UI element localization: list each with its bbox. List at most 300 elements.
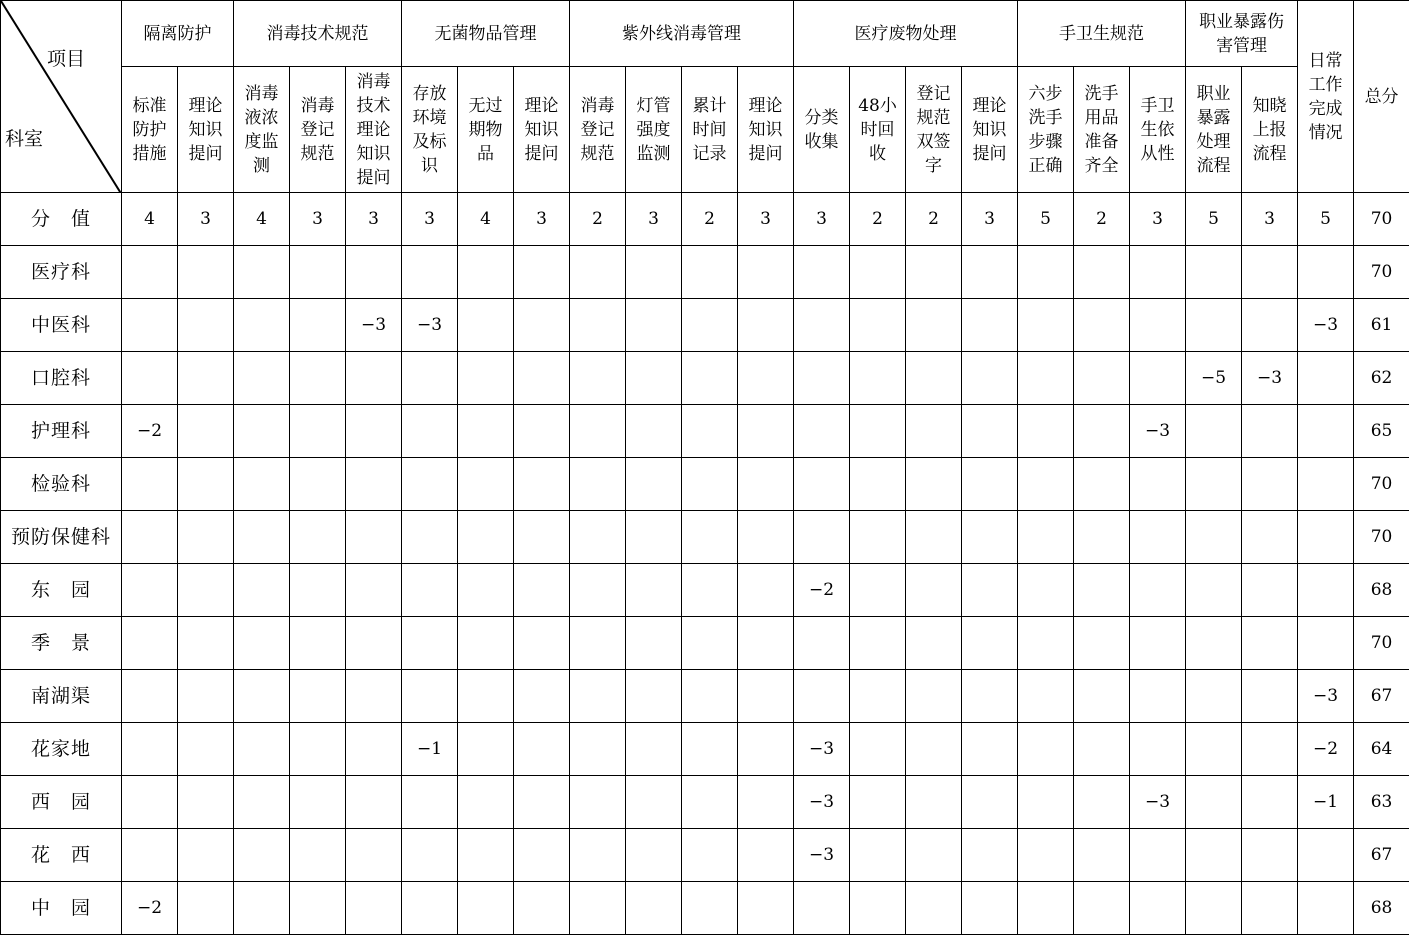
score-cell — [178, 511, 234, 564]
score-cell — [178, 670, 234, 723]
score-cell — [1298, 458, 1354, 511]
sub-header-label: 标准防护措施 — [132, 95, 167, 164]
score-cell: −3 — [1298, 670, 1354, 723]
score-cell — [122, 246, 178, 299]
score-cell — [402, 882, 458, 935]
total-cell: 62 — [1354, 352, 1409, 405]
score-cell — [1130, 458, 1186, 511]
score-cell — [290, 776, 346, 829]
sub-header-label: 48小时回收 — [858, 95, 897, 164]
score-cell — [906, 299, 962, 352]
table-row — [1, 458, 1409, 511]
score-cell — [1186, 776, 1242, 829]
score-cell — [1130, 564, 1186, 617]
score-cell — [626, 511, 682, 564]
score-cell: −3 — [794, 829, 850, 882]
score-cell — [1074, 882, 1130, 935]
score-cell — [1018, 511, 1074, 564]
score-cell — [962, 564, 1018, 617]
score-cell — [906, 723, 962, 776]
sub-header-cell — [290, 67, 346, 193]
score-cell — [906, 564, 962, 617]
sub-header-cell — [1130, 67, 1186, 193]
score-cell — [850, 829, 906, 882]
score-cell — [458, 723, 514, 776]
total-cell: 68 — [1354, 564, 1409, 617]
score-value-row — [1, 193, 1409, 246]
score-cell — [346, 511, 402, 564]
sub-header-cell — [1242, 67, 1298, 193]
score-cell: 4 — [458, 193, 514, 246]
score-cell: −3 — [1242, 352, 1298, 405]
score-cell: 3 — [794, 193, 850, 246]
sub-header-label: 理论知识提问 — [972, 95, 1007, 164]
sub-header-cell — [514, 67, 570, 193]
sub-header-label: 洗手用品准备齐全 — [1084, 83, 1119, 176]
score-cell: 3 — [290, 193, 346, 246]
score-cell — [402, 246, 458, 299]
sub-header-cell — [850, 67, 906, 193]
score-cell — [962, 458, 1018, 511]
group-header-occupational-exposure: 职业暴露伤害管理 — [1186, 1, 1298, 67]
score-cell — [626, 299, 682, 352]
score-cell — [346, 882, 402, 935]
score-cell — [234, 352, 290, 405]
score-cell — [234, 405, 290, 458]
score-cell — [122, 670, 178, 723]
group-header-sterile-items: 无菌物品管理 — [402, 1, 570, 67]
score-cell — [738, 564, 794, 617]
score-cell — [290, 829, 346, 882]
score-cell — [850, 352, 906, 405]
score-cell — [178, 776, 234, 829]
score-cell — [1018, 776, 1074, 829]
score-cell — [794, 882, 850, 935]
sub-header-cell — [682, 67, 738, 193]
score-cell: −2 — [122, 882, 178, 935]
score-cell: 3 — [1242, 193, 1298, 246]
score-cell — [570, 882, 626, 935]
sub-header-cell — [402, 67, 458, 193]
score-cell — [1298, 405, 1354, 458]
sub-header-row — [1, 67, 1409, 193]
score-cell — [1298, 511, 1354, 564]
score-cell — [794, 299, 850, 352]
score-cell — [850, 458, 906, 511]
score-cell — [1186, 564, 1242, 617]
score-cell — [626, 564, 682, 617]
score-cell — [906, 882, 962, 935]
score-cell — [738, 246, 794, 299]
score-cell — [178, 299, 234, 352]
score-cell — [402, 617, 458, 670]
score-cell — [570, 352, 626, 405]
total-cell: 70 — [1354, 193, 1409, 246]
dept-label: 西 园 — [1, 776, 122, 829]
score-cell — [234, 617, 290, 670]
score-cell — [962, 511, 1018, 564]
score-cell: 3 — [1130, 193, 1186, 246]
score-cell: −2 — [122, 405, 178, 458]
score-cell — [962, 829, 1018, 882]
score-cell — [1242, 882, 1298, 935]
score-cell — [346, 776, 402, 829]
score-cell — [178, 352, 234, 405]
daily-work-header: 日常工作完成情况 — [1298, 1, 1354, 193]
score-cell — [1186, 299, 1242, 352]
score-cell — [962, 723, 1018, 776]
score-cell — [682, 829, 738, 882]
total-cell: 70 — [1354, 246, 1409, 299]
score-cell — [1130, 352, 1186, 405]
score-cell — [178, 882, 234, 935]
score-cell — [794, 617, 850, 670]
score-cell — [234, 670, 290, 723]
total-cell: 70 — [1354, 458, 1409, 511]
score-cell — [1018, 405, 1074, 458]
score-cell — [1242, 670, 1298, 723]
score-cell — [1018, 617, 1074, 670]
corner-label-item: 项目 — [47, 48, 86, 70]
score-cell — [122, 299, 178, 352]
score-cell — [850, 882, 906, 935]
score-cell — [1298, 829, 1354, 882]
score-cell: 3 — [346, 193, 402, 246]
score-cell — [402, 670, 458, 723]
score-cell — [1242, 776, 1298, 829]
dept-label: 分 值 — [1, 193, 122, 246]
score-cell — [458, 776, 514, 829]
score-cell — [514, 299, 570, 352]
score-cell — [290, 670, 346, 723]
score-cell — [626, 829, 682, 882]
score-cell — [178, 564, 234, 617]
score-cell — [626, 723, 682, 776]
score-cell — [234, 882, 290, 935]
score-cell — [1074, 405, 1130, 458]
score-cell: −1 — [402, 723, 458, 776]
score-cell — [906, 405, 962, 458]
score-cell — [178, 617, 234, 670]
score-cell — [1242, 246, 1298, 299]
score-cell — [1018, 564, 1074, 617]
table-row — [1, 882, 1409, 935]
score-cell — [514, 670, 570, 723]
sub-header-label: 职业暴露处理流程 — [1196, 83, 1231, 176]
sub-header-cell — [234, 67, 290, 193]
score-cell — [906, 617, 962, 670]
score-cell — [402, 352, 458, 405]
score-cell — [738, 617, 794, 670]
score-cell — [234, 299, 290, 352]
score-cell — [850, 617, 906, 670]
score-cell — [1130, 511, 1186, 564]
score-cell — [1018, 458, 1074, 511]
total-header: 总分 — [1354, 1, 1409, 193]
score-cell — [458, 352, 514, 405]
dept-label: 医疗科 — [1, 246, 122, 299]
group-header-hand-hygiene: 手卫生规范 — [1018, 1, 1186, 67]
score-cell — [290, 564, 346, 617]
dept-label: 季 景 — [1, 617, 122, 670]
score-cell — [570, 723, 626, 776]
score-cell — [570, 458, 626, 511]
score-cell — [1186, 511, 1242, 564]
score-cell — [850, 246, 906, 299]
score-cell — [346, 829, 402, 882]
score-cell: 5 — [1186, 193, 1242, 246]
score-cell — [346, 723, 402, 776]
score-cell: −3 — [346, 299, 402, 352]
score-cell — [1130, 723, 1186, 776]
score-cell — [458, 246, 514, 299]
sub-header-label: 六步洗手步骤正确 — [1028, 83, 1063, 176]
score-cell: 4 — [122, 193, 178, 246]
score-cell — [962, 670, 1018, 723]
score-cell — [906, 352, 962, 405]
score-cell — [514, 882, 570, 935]
sub-header-label: 知晓上报流程 — [1252, 95, 1287, 164]
score-cell — [178, 458, 234, 511]
score-cell: 2 — [570, 193, 626, 246]
sub-header-cell — [738, 67, 794, 193]
total-cell: 67 — [1354, 670, 1409, 723]
dept-label: 花 西 — [1, 829, 122, 882]
score-cell — [850, 564, 906, 617]
sub-header-label: 消毒登记规范 — [580, 95, 615, 164]
score-cell — [514, 246, 570, 299]
score-cell: −5 — [1186, 352, 1242, 405]
score-cell — [1018, 829, 1074, 882]
score-cell — [178, 829, 234, 882]
sub-header-cell — [626, 67, 682, 193]
score-cell — [514, 458, 570, 511]
score-cell — [738, 723, 794, 776]
score-cell — [234, 829, 290, 882]
score-cell: −3 — [794, 776, 850, 829]
score-cell — [962, 405, 1018, 458]
score-cell — [682, 352, 738, 405]
score-cell — [850, 723, 906, 776]
score-cell — [458, 829, 514, 882]
score-cell: 2 — [682, 193, 738, 246]
score-cell — [626, 405, 682, 458]
sub-header-label: 消毒登记规范 — [300, 95, 335, 164]
score-cell — [1018, 352, 1074, 405]
score-cell — [1018, 882, 1074, 935]
score-cell — [1186, 670, 1242, 723]
score-cell — [514, 564, 570, 617]
score-cell — [1242, 564, 1298, 617]
score-cell — [290, 246, 346, 299]
dept-label: 东 园 — [1, 564, 122, 617]
sub-header-label: 理论知识提问 — [524, 95, 559, 164]
score-cell — [1186, 405, 1242, 458]
sub-header-label: 理论知识提问 — [748, 95, 783, 164]
score-cell — [514, 617, 570, 670]
score-cell — [290, 511, 346, 564]
score-cell — [514, 829, 570, 882]
score-cell — [570, 405, 626, 458]
score-cell — [570, 776, 626, 829]
score-cell: 3 — [962, 193, 1018, 246]
score-cell — [570, 511, 626, 564]
dept-label: 中 园 — [1, 882, 122, 935]
table-row — [1, 776, 1409, 829]
score-cell — [290, 882, 346, 935]
score-cell — [346, 458, 402, 511]
sub-header-label: 理论知识提问 — [188, 95, 223, 164]
score-cell — [1074, 458, 1130, 511]
score-cell — [1186, 246, 1242, 299]
score-cell — [626, 617, 682, 670]
score-cell — [234, 723, 290, 776]
score-cell — [1130, 246, 1186, 299]
score-cell — [682, 511, 738, 564]
score-cell — [626, 670, 682, 723]
score-cell — [1074, 352, 1130, 405]
score-cell — [346, 564, 402, 617]
score-cell — [1242, 458, 1298, 511]
score-cell — [850, 405, 906, 458]
score-cell — [1074, 617, 1130, 670]
score-cell — [626, 882, 682, 935]
score-cell — [906, 776, 962, 829]
score-cell — [850, 511, 906, 564]
score-cell — [794, 670, 850, 723]
score-cell — [290, 299, 346, 352]
score-cell — [962, 882, 1018, 935]
score-cell: −2 — [1298, 723, 1354, 776]
score-cell: −3 — [794, 723, 850, 776]
score-cell: 3 — [626, 193, 682, 246]
score-cell: 2 — [1074, 193, 1130, 246]
score-cell — [738, 882, 794, 935]
score-cell — [1074, 670, 1130, 723]
table-row — [1, 670, 1409, 723]
total-cell: 63 — [1354, 776, 1409, 829]
score-cell — [962, 299, 1018, 352]
sub-header-cell — [906, 67, 962, 193]
score-cell — [122, 564, 178, 617]
sub-header-cell — [122, 67, 178, 193]
table-row — [1, 511, 1409, 564]
score-cell — [1186, 723, 1242, 776]
score-cell — [458, 617, 514, 670]
score-cell — [1074, 511, 1130, 564]
score-cell — [514, 352, 570, 405]
score-cell — [962, 776, 1018, 829]
score-cell: −1 — [1298, 776, 1354, 829]
score-cell — [290, 405, 346, 458]
score-cell — [178, 246, 234, 299]
score-cell — [682, 246, 738, 299]
score-cell — [906, 829, 962, 882]
score-cell — [682, 458, 738, 511]
dept-label: 花家地 — [1, 723, 122, 776]
score-cell — [458, 458, 514, 511]
score-cell — [1242, 405, 1298, 458]
score-cell — [794, 458, 850, 511]
score-cell — [682, 776, 738, 829]
score-cell — [1130, 829, 1186, 882]
score-cell — [682, 670, 738, 723]
score-cell — [1130, 299, 1186, 352]
score-cell — [962, 246, 1018, 299]
score-cell — [794, 405, 850, 458]
score-cell — [682, 617, 738, 670]
score-cell: −3 — [402, 299, 458, 352]
score-cell — [738, 458, 794, 511]
score-cell — [290, 617, 346, 670]
score-cell: 3 — [514, 193, 570, 246]
score-cell — [1186, 617, 1242, 670]
score-cell — [402, 405, 458, 458]
score-cell — [122, 617, 178, 670]
score-cell — [458, 670, 514, 723]
score-cell — [234, 458, 290, 511]
score-cell — [794, 511, 850, 564]
score-cell — [122, 776, 178, 829]
score-cell: 5 — [1298, 193, 1354, 246]
score-cell: 3 — [402, 193, 458, 246]
score-cell — [234, 511, 290, 564]
sub-header-label: 存放环境及标识 — [412, 83, 447, 176]
total-cell: 68 — [1354, 882, 1409, 935]
score-cell — [122, 458, 178, 511]
score-cell — [402, 776, 458, 829]
sub-header-cell — [458, 67, 514, 193]
group-header-uv: 紫外线消毒管理 — [570, 1, 794, 67]
corner-label-dept: 科室 — [5, 128, 44, 150]
dept-label: 南湖渠 — [1, 670, 122, 723]
sub-header-label: 累计时间记录 — [692, 95, 727, 164]
sub-header-label: 灯管强度监测 — [636, 95, 671, 164]
score-cell — [346, 670, 402, 723]
total-cell: 70 — [1354, 617, 1409, 670]
total-cell: 64 — [1354, 723, 1409, 776]
score-cell — [738, 405, 794, 458]
score-cell — [290, 352, 346, 405]
score-cell — [402, 511, 458, 564]
score-cell — [626, 776, 682, 829]
dept-label: 口腔科 — [1, 352, 122, 405]
score-cell — [514, 511, 570, 564]
score-cell — [570, 670, 626, 723]
sub-header-cell — [1186, 67, 1242, 193]
score-cell — [570, 564, 626, 617]
score-cell — [1298, 246, 1354, 299]
table-row — [1, 829, 1409, 882]
score-cell — [738, 670, 794, 723]
score-cell — [682, 564, 738, 617]
sub-header-label: 登记规范双签字 — [916, 83, 951, 176]
corner-header-cell — [1, 1, 122, 193]
score-cell — [570, 829, 626, 882]
score-cell — [906, 246, 962, 299]
score-cell — [794, 352, 850, 405]
sub-header-label: 消毒液浓度监测 — [244, 83, 279, 176]
score-cell — [570, 617, 626, 670]
score-cell — [122, 829, 178, 882]
score-cell — [1242, 723, 1298, 776]
score-cell — [626, 352, 682, 405]
score-cell — [458, 405, 514, 458]
score-cell — [1242, 511, 1298, 564]
sub-header-cell — [962, 67, 1018, 193]
score-cell — [458, 511, 514, 564]
table-row — [1, 299, 1409, 352]
